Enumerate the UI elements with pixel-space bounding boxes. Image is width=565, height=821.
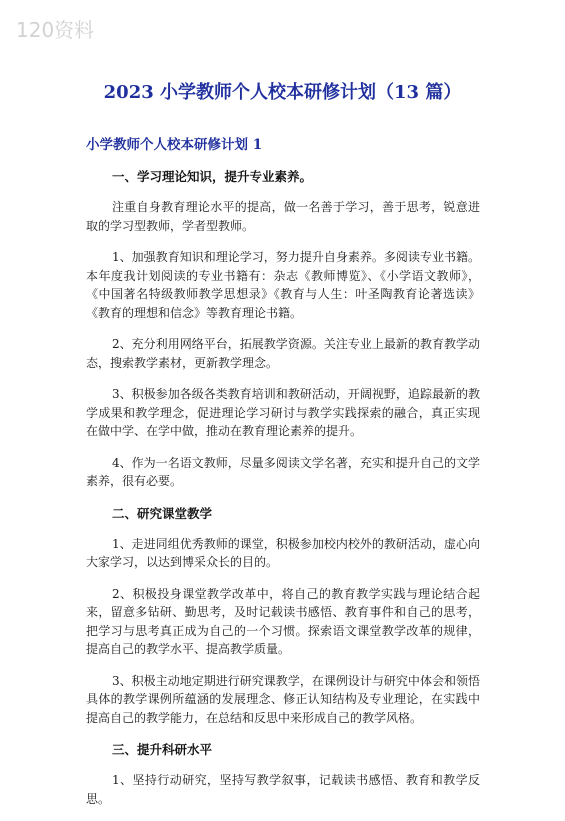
paragraph: 2、充分利用网络平台，拓展教学资源。关注专业上最新的教育教学动态，搜索教学素材，更新教学理念。 (86, 337, 480, 370)
section-heading: 一、学习理论知识，提升专业素养。 (112, 169, 313, 184)
paragraph: 1、加强教育知识和理论学习，努力提升自身素养。多阅读专业书籍。本年度我计划阅读的专业书籍有：杂志《教师博览》、《小学语文教师》，《中国著名特级教师教学思想录》《教育与人生：叶圣陶教育论著选读》《教育的理想和信念》等教育理论书籍。 (86, 250, 480, 320)
plan-subtitle: 小学教师个人校本研修计划 1 (86, 137, 263, 153)
paragraph: 3、积极参加各级各类教育培训和教研活动，开阔视野，追踪最新的教学成果和教学理念，促进理论学习研讨与教学实践探索的融合，真正实现在做中学、在学中做，推动在教育理论素养的提升。 (86, 387, 480, 438)
paragraph: 3、积极主动地定期进行研究课教学，在课例设计与研究中体会和领悟具体的教学课例所蕴涵的发展理念、修正认知结构及专业理论，在实践中提高自己的教学能力，在总结和反思中来形成自己的教学风格。 (86, 673, 480, 725)
section-study-theory (86, 167, 480, 491)
paragraph: 4、作为一名语文教师，尽量多阅读文学名著，充实和提升自己的文学素养，很有必要。 (86, 455, 480, 488)
document-title: 2023 小学教师个人校本研修计划（13 篇） (103, 82, 462, 103)
paragraph: 注重自身教育理论水平的提高，做一名善于学习，善于思考，锐意进取的学习型教师，学者型教师。 (86, 200, 480, 233)
paragraph: 1、坚持行动研究，坚持写教学叙事，记载读书感悟、教育和教学反思。 (86, 773, 480, 806)
watermark-logo: 120资料 (16, 18, 95, 42)
paragraph: 2、积极投身课堂教学改革中，将自己的教育教学实践与理论结合起来，留意多钻研、勤思考，及时记载读书感悟、教育事件和自己的思考，把学习与思考真正成为自己的一个习惯。探索语文课堂教学改革的规律，提高自己的教学水平、提高教学质量。 (86, 586, 480, 656)
paragraph: 1、走进同组优秀教师的课堂，积极参加校内校外的教研活动，虚心向大家学习，以达到博采众长的目的。 (86, 536, 480, 569)
section-research-level (86, 740, 480, 808)
document-body (86, 133, 480, 821)
section-classroom-teaching (86, 504, 480, 728)
section-heading: 三、提升科研水平 (112, 742, 213, 757)
section-heading: 二、研究课堂教学 (112, 505, 213, 521)
